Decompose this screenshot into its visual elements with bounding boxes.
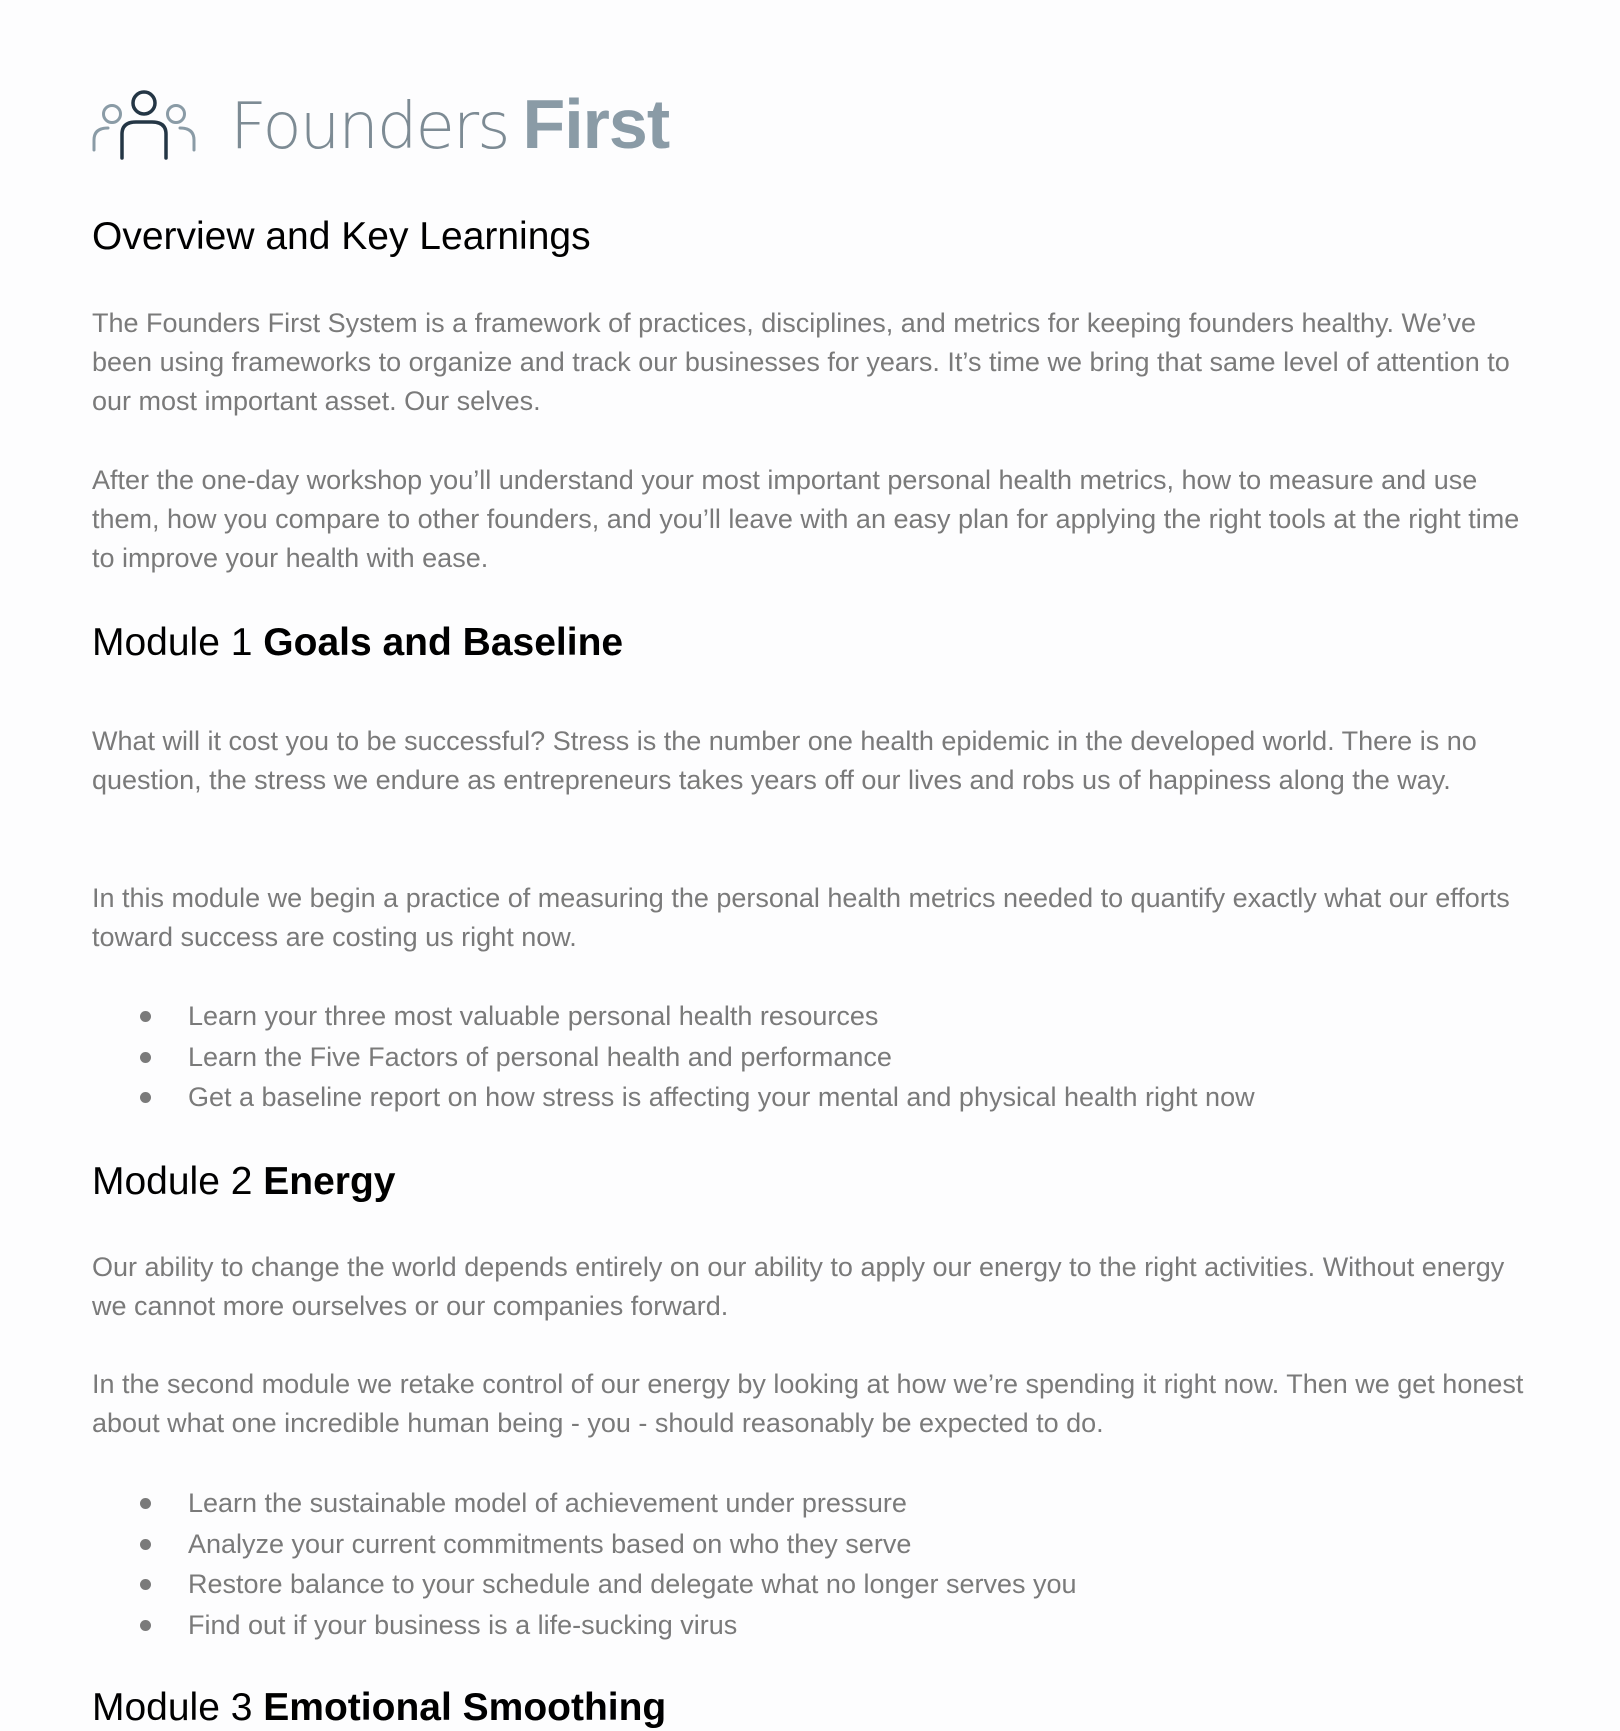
list-item bbox=[92, 996, 1255, 1037]
list-item bbox=[92, 1605, 1077, 1646]
module-1-paragraph-1: What will it cost you to be successful? Stress is the number one health epidemic in the developed world. There is no question, the stress we endure as entrepreneurs takes years off our lives and robs us of happiness along the way. bbox=[92, 726, 1477, 795]
module-1-title: Goals and Baseline bbox=[263, 621, 624, 664]
bullet-icon bbox=[140, 1092, 151, 1103]
logo-word-founders: Founders bbox=[230, 89, 509, 164]
bullet-icon bbox=[140, 1052, 151, 1063]
module-3-prefix: Module 3 bbox=[92, 1686, 253, 1729]
module-2-paragraph-1: Our ability to change the world depends entirely on our ability to apply our energy to the right activities. Without energy we cannot more ourselves or our companies forward. bbox=[92, 1252, 1505, 1321]
list-item bbox=[92, 1077, 1255, 1118]
list-item-text: Learn the Five Factors of personal health and performance bbox=[188, 1041, 892, 1072]
module-3-heading bbox=[92, 1685, 666, 1731]
people-group-icon bbox=[92, 88, 196, 162]
logo-word-first: First bbox=[522, 84, 670, 163]
overview-paragraph-1: The Founders First System is a framework of practices, disciplines, and metrics for keeping founders healthy. We’ve been using frameworks to organize and track our businesses for years. It’s time we bring that same level of attention to our most important asset. Our selves. bbox=[92, 308, 1510, 416]
bullet-icon bbox=[140, 1579, 151, 1590]
list-item bbox=[92, 1483, 1077, 1524]
module-2-title: Energy bbox=[263, 1160, 396, 1203]
module-2-paragraph-2: In the second module we retake control of our energy by looking at how we’re spending it right now. Then we get honest about what one incredible human being - you - should reasonably be expected to do. bbox=[92, 1369, 1524, 1438]
bullet-icon bbox=[140, 1498, 151, 1509]
list-item-text: Analyze your current commitments based on who they serve bbox=[188, 1528, 912, 1559]
module-2-heading bbox=[92, 1159, 396, 1205]
bullet-icon bbox=[140, 1620, 151, 1631]
bullet-icon bbox=[140, 1539, 151, 1550]
module-1-paragraph-2: In this module we begin a practice of measuring the personal health metrics needed to quantify exactly what our efforts toward success are costing us right now. bbox=[92, 883, 1510, 952]
list-item bbox=[92, 1524, 1077, 1565]
module-1-prefix: Module 1 bbox=[92, 621, 253, 664]
list-item-text: Restore balance to your schedule and delegate what no longer serves you bbox=[188, 1569, 1077, 1599]
logo-wordmark bbox=[230, 84, 670, 164]
list-item bbox=[92, 1564, 1077, 1605]
module-2-prefix: Module 2 bbox=[92, 1160, 253, 1203]
module-1-heading bbox=[92, 620, 623, 666]
bullet-icon bbox=[140, 1011, 151, 1022]
module-3-title: Emotional Smoothing bbox=[263, 1686, 667, 1729]
module-1-bullet-list bbox=[92, 996, 1255, 1118]
list-item-text: Find out if your business is a life-sucking virus bbox=[188, 1609, 738, 1640]
list-item-text: Learn the sustainable model of achievement under pressure bbox=[188, 1488, 907, 1518]
list-item-text: Learn your three most valuable personal health resources bbox=[188, 1001, 879, 1031]
list-item bbox=[92, 1037, 1255, 1078]
list-item-text: Get a baseline report on how stress is affecting your mental and physical health right now bbox=[188, 1082, 1255, 1112]
founders-first-logo bbox=[92, 84, 670, 164]
overview-paragraph-2: After the one-day workshop you’ll understand your most important personal health metrics, how to measure and use them, how you compare to other founders, and you’ll leave with an easy plan for applying the right tools at the right time to improve your health with ease. bbox=[92, 465, 1520, 573]
overview-heading: Overview and Key Learnings bbox=[92, 215, 591, 258]
module-2-bullet-list bbox=[92, 1483, 1077, 1645]
